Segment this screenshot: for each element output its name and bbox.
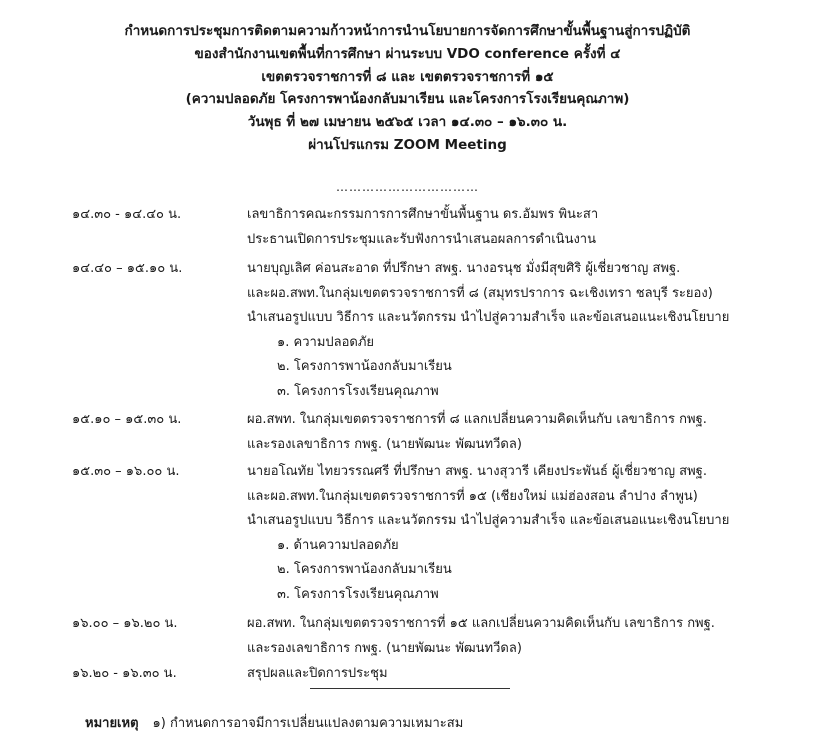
agenda-line: ประธานเปิดการประชุมและรับฟังการนำเสนอผลการดำเนินงาน bbox=[247, 231, 596, 247]
agenda-subitem: ๓. โครงการโรงเรียนคุณภาพ bbox=[277, 383, 439, 399]
remark-text: ๑) กำหนดการอาจมีการเปลี่ยนแปลงตามความเหมาะสม bbox=[152, 716, 464, 731]
agenda-time: ๑๖.๒๐ - ๑๖.๓๐ น. bbox=[72, 666, 177, 681]
header-title-line-2: ของสำนักงานเขตพื้นที่การศึกษา ผ่านระบบ VDO conference ครั้งที่ ๔ bbox=[194, 45, 621, 62]
header-date-line: วันพุธ ที่ ๒๗ เมษายน ๒๕๖๕ เวลา ๑๔.๓๐ – ๑๖.๓๐ น. bbox=[247, 114, 568, 131]
agenda-line: และรองเลขาธิการ กพฐ. (นายพัฒนะ พัฒนทวีดล) bbox=[247, 640, 522, 656]
agenda-line: ผอ.สพท. ในกลุ่มเขตตรวจราชการที่ ๘ แลกเปลี่ยนความคิดเห็นกับ เลขาธิการ กพฐ. bbox=[247, 412, 707, 427]
agenda-line: และผอ.สพท.ในกลุ่มเขตตรวจราชการที่ ๑๕ (เชียงใหม่ แม่ฮ่องสอน ลำปาง ลำพูน) bbox=[247, 488, 698, 504]
header-region-line: เขตตรวจราชการที่ ๘ และ เขตตรวจราชการที่ ๑๕ bbox=[261, 68, 554, 85]
header-separator: …………………………… bbox=[336, 180, 479, 194]
agenda-description bbox=[247, 408, 807, 457]
agenda-subitem: ๑. ด้านความปลอดภัย bbox=[277, 537, 399, 553]
header-platform-line: ผ่านโปรแกรม ZOOM Meeting bbox=[308, 136, 507, 153]
agenda-time: ๑๔.๓๐ - ๑๔.๔๐ น. bbox=[72, 207, 182, 222]
agenda-time: ๑๕.๓๐ – ๑๖.๐๐ น. bbox=[72, 464, 180, 479]
agenda-description bbox=[247, 662, 807, 687]
closing-divider bbox=[310, 688, 510, 689]
agenda-line: ผอ.สพท. ในกลุ่มเขตตรวจราชการที่ ๑๕ แลกเปลี่ยนความคิดเห็นกับ เลขาธิการ กพฐ. bbox=[247, 616, 715, 631]
agenda-subitem: ๓. โครงการโรงเรียนคุณภาพ bbox=[277, 586, 439, 602]
agenda-subitem: ๒. โครงการพาน้องกลับมาเรียน bbox=[277, 562, 452, 577]
agenda-time: ๑๖.๐๐ – ๑๖.๒๐ น. bbox=[72, 616, 178, 631]
header-topics-line: (ความปลอดภัย โครงการพาน้องกลับมาเรียน และโครงการโรงเรียนคุณภาพ) bbox=[185, 91, 630, 108]
agenda-line: นำเสนอรูปแบบ วิธีการ และนวัตกรรม นำไปสู่ความสำเร็จ และข้อเสนอแนะเชิงนโยบาย bbox=[247, 310, 730, 325]
remark-label: หมายเหตุ bbox=[85, 716, 139, 731]
agenda-line: เลขาธิการคณะกรรมการการศึกษาขั้นพื้นฐาน ดร.อัมพร พินะสา bbox=[247, 207, 599, 222]
agenda-line: และรองเลขาธิการ กพฐ. (นายพัฒนะ พัฒนทวีดล) bbox=[247, 436, 522, 452]
document-header bbox=[0, 20, 815, 157]
agenda-subitem: ๑. ความปลอดภัย bbox=[277, 334, 375, 350]
agenda-description bbox=[247, 257, 807, 404]
agenda-time: ๑๕.๑๐ – ๑๕.๓๐ น. bbox=[72, 412, 182, 427]
agenda-line: นำเสนอรูปแบบ วิธีการ และนวัตกรรม นำไปสู่ความสำเร็จ และข้อเสนอแนะเชิงนโยบาย bbox=[247, 513, 730, 528]
agenda-description bbox=[247, 460, 807, 607]
agenda-subitem: ๒. โครงการพาน้องกลับมาเรียน bbox=[277, 359, 452, 374]
agenda-line: นายบุญเลิศ ค่อนสะอาด ที่ปรึกษา สพฐ. นางอรนุช มั่งมีสุขศิริ ผู้เชี่ยวชาญ สพฐ. bbox=[247, 261, 681, 276]
agenda-time: ๑๔.๔๐ – ๑๕.๑๐ น. bbox=[72, 261, 183, 276]
agenda-line: สรุปผลและปิดการประชุม bbox=[247, 666, 388, 681]
agenda-description bbox=[247, 612, 807, 661]
header-title-line-1: กำหนดการประชุมการติดตามความก้าวหน้าการนำนโยบายการจัดการศึกษาขั้นพื้นฐานสู่การปฏิบัติ bbox=[124, 23, 691, 39]
agenda-line: และผอ.สพท.ในกลุ่มเขตตรวจราชการที่ ๘ (สมุทรปราการ ฉะเชิงเทรา ชลบุรี ระยอง) bbox=[247, 285, 713, 301]
remark bbox=[85, 712, 463, 736]
agenda-description bbox=[247, 203, 807, 252]
agenda-line: นายอโณทัย ไทยวรรณศรี ที่ปรึกษา สพฐ. นางสุวารี เคียงประพันธ์ ผู้เชี่ยวชาญ สพฐ. bbox=[247, 464, 707, 479]
